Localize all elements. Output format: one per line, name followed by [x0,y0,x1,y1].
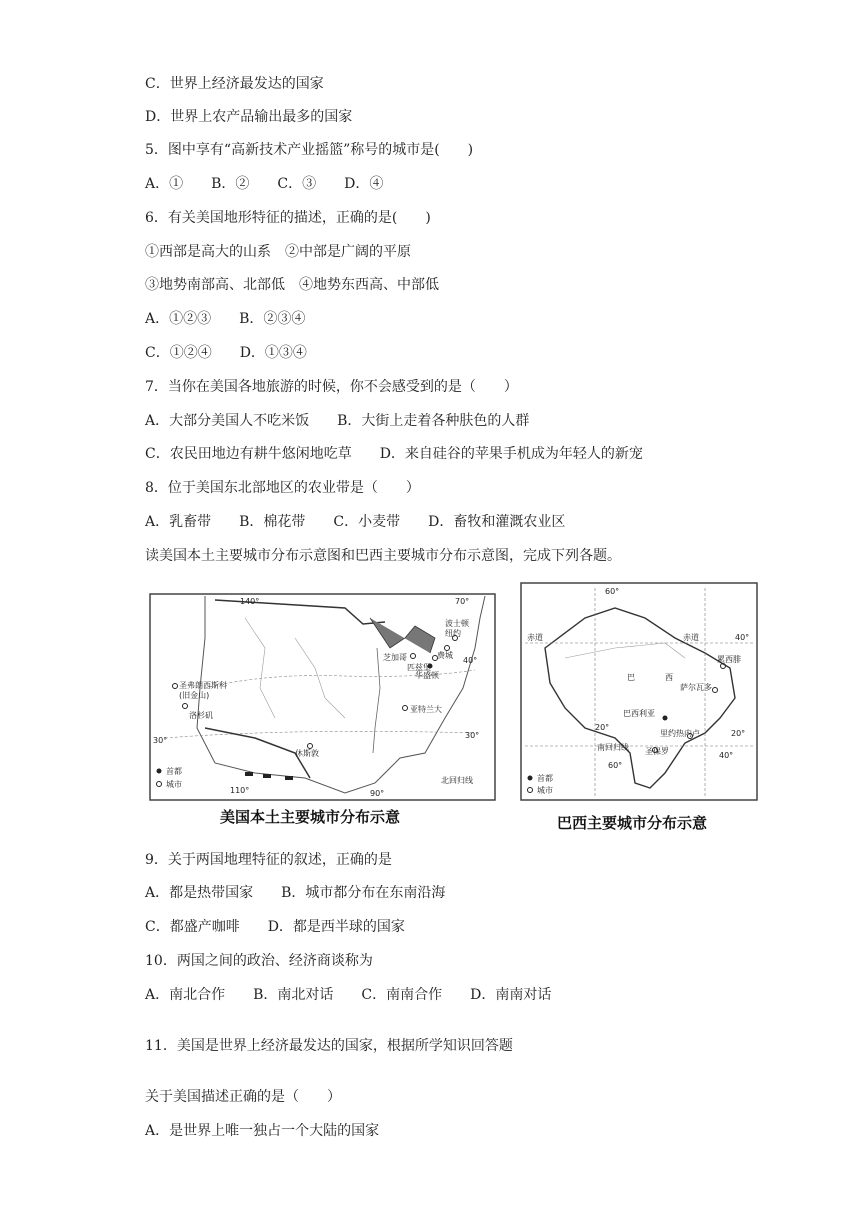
map-label: 140° [240,597,260,606]
options-10: A．南北合作 B．南北对话 C．南南合作 D．南南对话 [145,987,552,1003]
question-6: 6．有关美国地形特征的描述，正确的是( ) [145,210,431,226]
map-label: 70° [455,597,470,606]
map-label: 巴西利亚 [623,709,655,718]
map-label: 40° [719,751,734,760]
map-label: 累西腓 [717,655,741,664]
map-label: 60° [605,587,620,596]
options-6: A．①②③ B．②③④ [145,311,306,327]
map-label: 费城 [437,651,453,660]
map-label: 赤道 [683,633,699,642]
map-label: 圣弗朗西斯科 [179,681,227,690]
map-label: 芝加哥 [383,653,407,662]
map-label: 波士顿 [445,619,469,628]
map-label: 北回归线 [441,776,473,785]
legend-capital: 首都 [537,774,553,783]
map-label: 亚特兰大 [410,705,442,714]
options-11: A．是世界上唯一独占一个大陆的国家 [145,1123,380,1139]
map-label: 萨尔瓦多 [680,683,712,692]
map-label: 洛杉矶 [189,711,213,720]
map-label: 南回归线 [597,743,629,752]
text-line: D．世界上农产品输出最多的国家 [145,109,353,125]
map-label: 20° [595,723,610,732]
map-label: 90° [370,789,385,798]
text-line: C．世界上经济最发达的国家 [145,76,324,92]
legend-city: 城市 [166,780,182,789]
question-7: 7．当你在美国各地旅游的时候，你不会感受到的是（ ） [145,379,518,395]
maps-figure [145,578,761,836]
question-11-sub: 关于美国描述正确的是（ ） [145,1089,341,1105]
options-7: A．大部分美国人不吃米饭 B．大街上走着各种肤色的人群 [145,413,530,429]
map-label: 休斯敦 [295,749,319,758]
map-label: 30° [153,736,168,745]
options-6: C．①②④ D．①③④ [145,345,307,361]
map-label: 30° [465,731,480,740]
brazil-map [521,583,757,832]
map-label: 里约热内卢 [660,729,700,738]
map-label: 华盛顿 [415,671,439,680]
question-8: 8．位于美国东北部地区的农业带是（ ） [145,480,420,496]
options-9: A．都是热带国家 B．城市都分布在东南沿海 [145,885,446,901]
text-line: ①西部是高大的山系 ②中部是广阔的平原 [145,244,411,260]
map-label: 巴 [627,673,635,682]
usa-map [150,594,495,826]
instruction: 读美国本土主要城市分布示意图和巴西主要城市分布示意图，完成下列各题。 [145,548,621,564]
question-10: 10．两国之间的政治、经济商谈称为 [145,953,373,969]
options-7: C．农民田地边有耕牛悠闲地吃草 D．来自硅谷的苹果手机成为年轻人的新宠 [145,446,643,462]
legend-capital: 首都 [166,767,182,776]
map-label: 60° [608,761,623,770]
map-label: 纽约 [445,629,461,638]
map-label: 40° [463,656,478,665]
options-9: C．都盛产咖啡 D．都是西半球的国家 [145,919,405,935]
map-label: 匹兹堡 [407,663,431,672]
map-label: 西 [665,673,673,682]
question-9: 9．关于两国地理特征的叙述，正确的是 [145,852,392,868]
text-line: ③地势南部高、北部低 ④地势东西高、中部低 [145,277,439,293]
map-label: 40° [735,633,750,642]
question-5: 5．图中享有“高新技术产业摇篮”称号的城市是( ) [145,142,474,158]
usa-map-title: 美国本土主要城市分布示意 [220,808,401,826]
map-label: 20° [731,729,746,738]
map-label: 110° [230,786,250,795]
map-label: (旧金山) [179,691,210,700]
options-8: A．乳畜带 B．棉花带 C．小麦带 D．畜牧和灌溉农业区 [145,514,566,530]
map-label: 赤道 [527,633,543,642]
brazil-map-title: 巴西主要城市分布示意 [557,814,708,832]
options-5: A．① B．② C．③ D．④ [145,176,384,192]
legend-city: 城市 [537,786,553,795]
question-11: 11．美国是世界上经济最发达的国家，根据所学知识回答题 [145,1038,513,1054]
map-label: 圣保罗 [645,747,669,756]
